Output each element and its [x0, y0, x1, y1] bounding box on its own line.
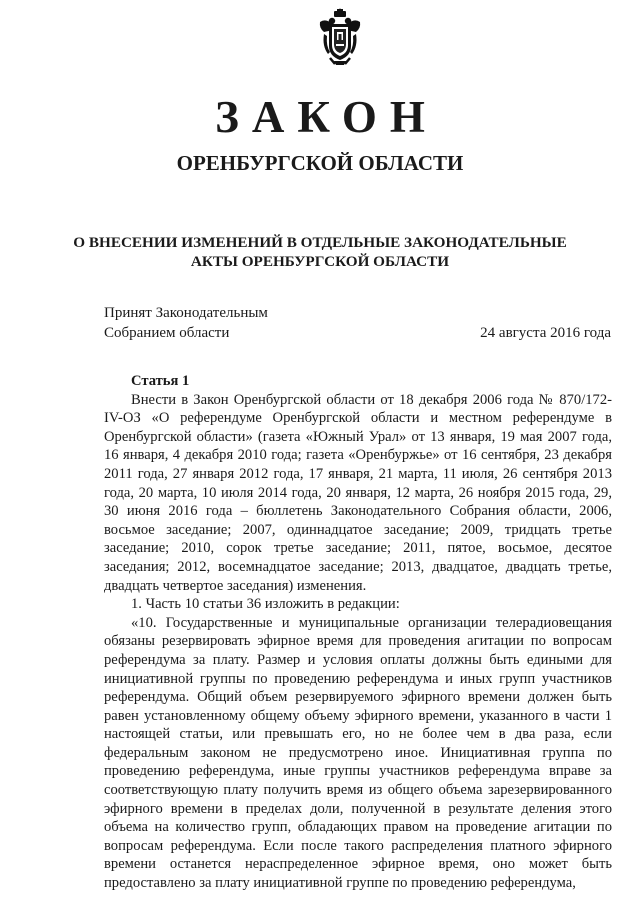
law-region: ОРЕНБУРГСКОЙ ОБЛАСТИ — [176, 151, 464, 175]
article-heading: Статья 1 — [131, 373, 190, 389]
article-1 — [104, 372, 612, 893]
adoption-line-2: Собранием области — [104, 325, 230, 341]
amendment-item-1: 1. Часть 10 статьи 36 изложить в редакции: — [131, 596, 400, 613]
adoption-body — [104, 303, 268, 343]
adoption-date: 24 августа 2016 года — [480, 325, 611, 341]
coat-of-arms-icon — [318, 6, 362, 66]
law-subject — [0, 233, 640, 271]
law-title: ЗАКОН — [215, 92, 438, 142]
law-subject-line-1: О ВНЕСЕНИИ ИЗМЕНЕНИЙ В ОТДЕЛЬНЫЕ ЗАКОНОДАТЕЛЬНЫЕ — [73, 234, 567, 251]
article-intro-paragraph: Внести в Закон Оренбургской области от 18 декабря 2006 года № 870/172-IV-ОЗ «О референдуме Оренбургской области и местном референдуме в Оренбургской области» (газета «Южный Урал» от 13 января, 19 мая 2007 года, 16 января, 4 декабря 2010 года; газета «Оренбуржье» от 16 сентября, 23 декабря 2011 года, 27 января 2012 года, 17 января, 21 марта, 11 июля, 26 сентября 2013 года, 20 марта, 10 июля 2014 года, 20 января, 12 марта, 26 ноября 2015 года, 29, 30 июня 2016 года – бюллетень Законодательного Собрания области, 2006, восьмое заседание; 2007, одиннадцатое заседание; 2009, тридцать третье заседание; 2010, сорок третье заседание; 2011, пятое, восьмое, десятое заседания; 2012, восемнадцатое заседание; 2013, двадцатое, двадцать третье, двадцать четвертое заседания) изменения. — [104, 391, 612, 594]
law-subject-line-2: АКТЫ ОРЕНБУРГСКОЙ ОБЛАСТИ — [190, 253, 450, 270]
adoption-line-1: Принят Законодательным — [104, 305, 268, 321]
amended-text-quote: «10. Государственные и муниципальные организации телерадиовещания обязаны резервировать эфирное время для проведения агитации по вопросам референдума за плату. Размер и условия оплаты должны быть едиными для инициативной группы по проведению референдума и иных групп участников референдума. Общий объем резервируемого эфирного времени должен быть равен установленному общему объему эфирного времени, указанного в части 1 настоящей статьи, или превышать его, но не более чем в два раза, если федеральным законом не предусмотрено иное. Инициативная группа по проведению референдума, иные группы участников референдума вправе за соответствующую плату получить время из общего объема зарезервированного эфирного времени в пределах доли, полученной в результате деления этого объема на количество групп, обладающих правом на проведение агитации по вопросам референдума. Если после такого распределения платного эфирного времени останется нераспределенное эфирное время, оно может быть предоставлено за плату инициативной группе по проведению референдума, — [104, 614, 612, 892]
